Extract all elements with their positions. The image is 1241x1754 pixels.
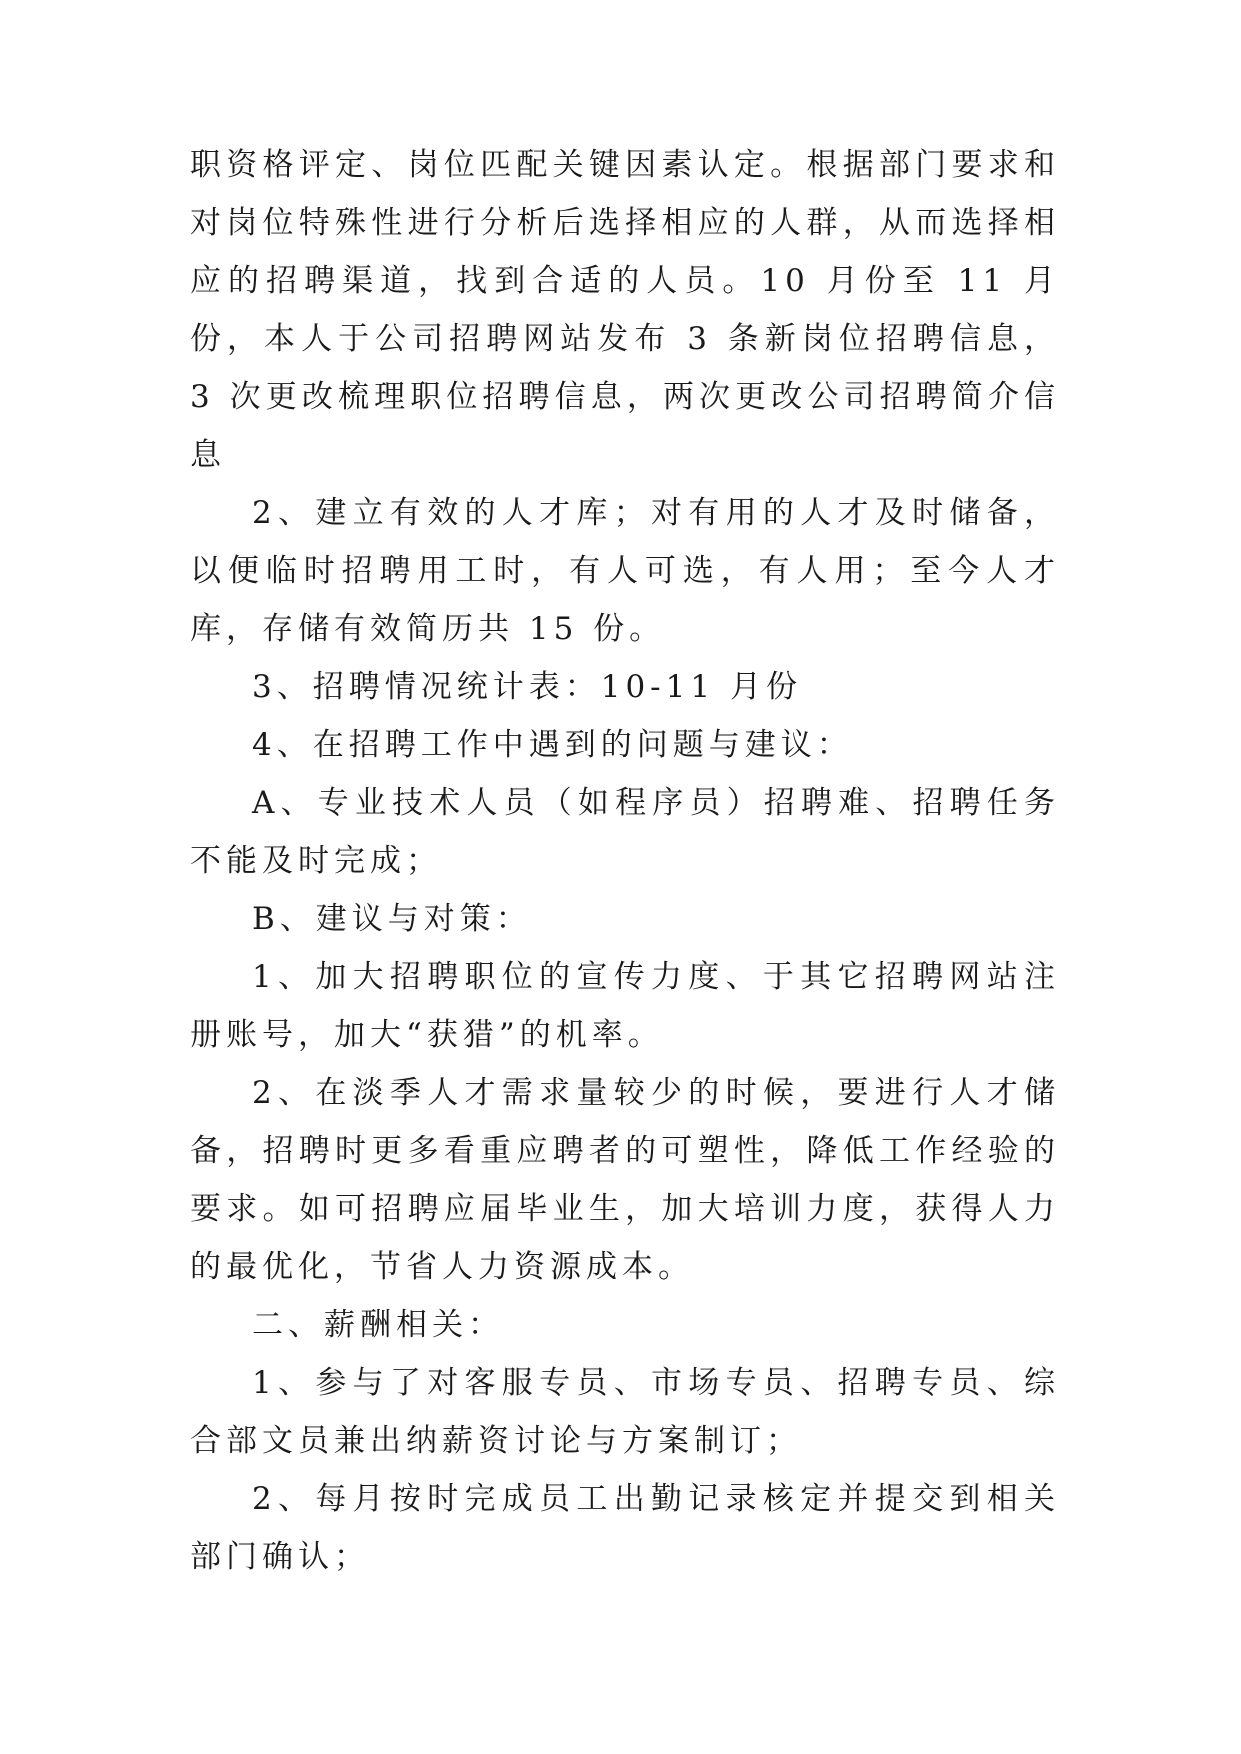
paragraph-suggestion-b: B、建议与对策： [252, 901, 532, 937]
paragraph-recruitment-stats: 3、招聘情况统计表：10-11 月份 [252, 669, 802, 705]
paragraph-continuation: 职资格评定、岗位匹配关键因素认定。根据部门要求和对岗位特殊性进行分析后选择相应的人群，从而选择相应的招聘渠道，找到合适的人员。10 月份至 11 月份，本人于公司招聘网站发布 3 条新岗位招聘信息，3 次更改梳理职位招聘信息，两次更改公司招聘简介信息 [190, 147, 1060, 473]
paragraph-salary-2: 2、每月按时完成员工出勤记录核定并提交到相关部门确认； [190, 1481, 1060, 1575]
paragraph-salary-1: 1、参与了对客服专员、市场专员、招聘专员、综合部文员兼出纳薪资讨论与方案制订； [190, 1365, 1060, 1459]
paragraph-talent-pool: 2、建立有效的人才库；对有用的人才及时储备，以便临时招聘用工时，有人可选，有人用；至今人才库，存储有效简历共 15 份。 [190, 495, 1060, 647]
paragraph-suggestion-1: 1、加大招聘职位的宣传力度、于其它招聘网站注册账号，加大“获猎”的机率。 [190, 959, 1060, 1053]
section-heading-salary: 二、薪酬相关： [252, 1307, 504, 1343]
document-body [190, 136, 1060, 1586]
paragraph-problem-a: A、专业技术人员（如程序员）招聘难、招聘任务不能及时完成； [190, 785, 1060, 879]
paragraph-problems-heading: 4、在招聘工作中遇到的问题与建议： [252, 727, 853, 763]
paragraph-suggestion-2: 2、在淡季人才需求量较少的时候，要进行人才储备，招聘时更多看重应聘者的可塑性，降低工作经验的要求。如可招聘应届毕业生，加大培训力度，获得人力的最优化，节省人力资源成本。 [190, 1075, 1060, 1285]
